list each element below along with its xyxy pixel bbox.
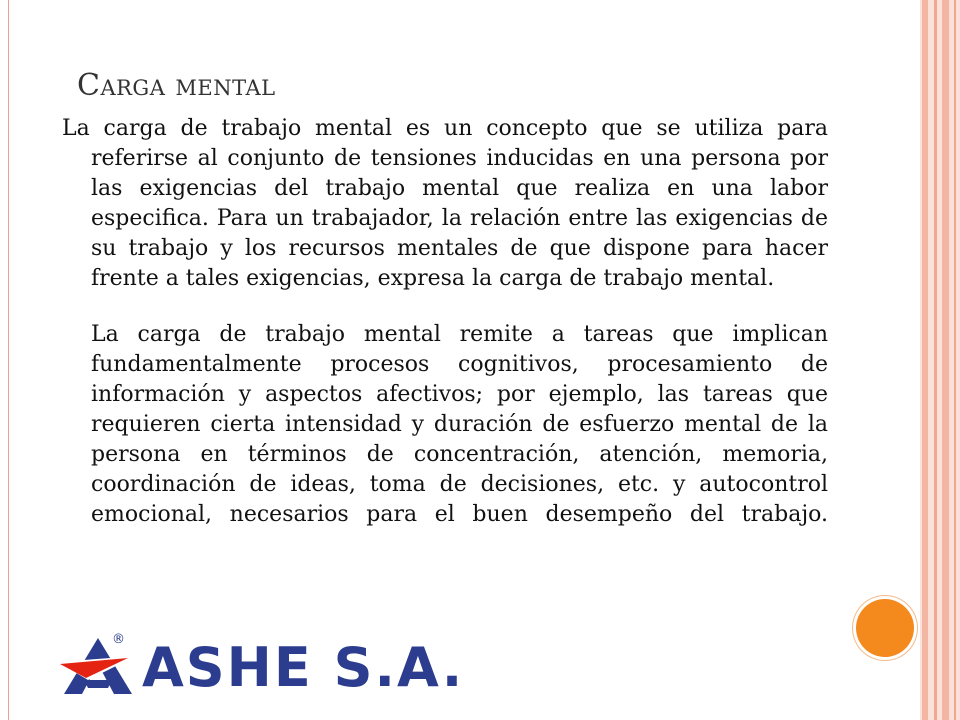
paragraph-tasks: La carga de trabajo mental remite a tareas que implican fundamentalmente procesos cognitivos, procesamiento de información y aspectos afectivos; por ejemplo, las tareas que requieren cierta intensidad y duración de esfuerzo mental de la persona en términos de concentración, atención, memoria, coordinación de ideas, toma de decisiones, etc. y autocontrol emocional, necesarios para el buen desempeño del trabajo. [91,322,828,527]
slide-title: Carga mental [77,68,276,103]
star-a-logo-icon [58,634,138,698]
logo-text: ASHE S.A. [142,636,465,699]
company-logo [58,632,465,699]
stripe [942,0,949,720]
slide-body [62,114,828,530]
stripe [954,0,956,720]
stripe [922,0,928,720]
decorative-side-stripes [920,0,960,720]
decorative-orange-circle [856,599,914,657]
registered-mark: ® [112,632,125,647]
paragraph-definition: La carga de trabajo mental es un concepto que se utiliza para referirse al conjunto de tensiones inducidas en una persona por las exigencias del trabajo mental que realiza en una labor especifica. Para un trabajador, la relación entre las exigencias de su trabajo y los recursos mentales de que dispone para hacer frente a tales exigencias, expresa la carga de trabajo mental. [62,116,828,291]
stripe [934,0,937,720]
